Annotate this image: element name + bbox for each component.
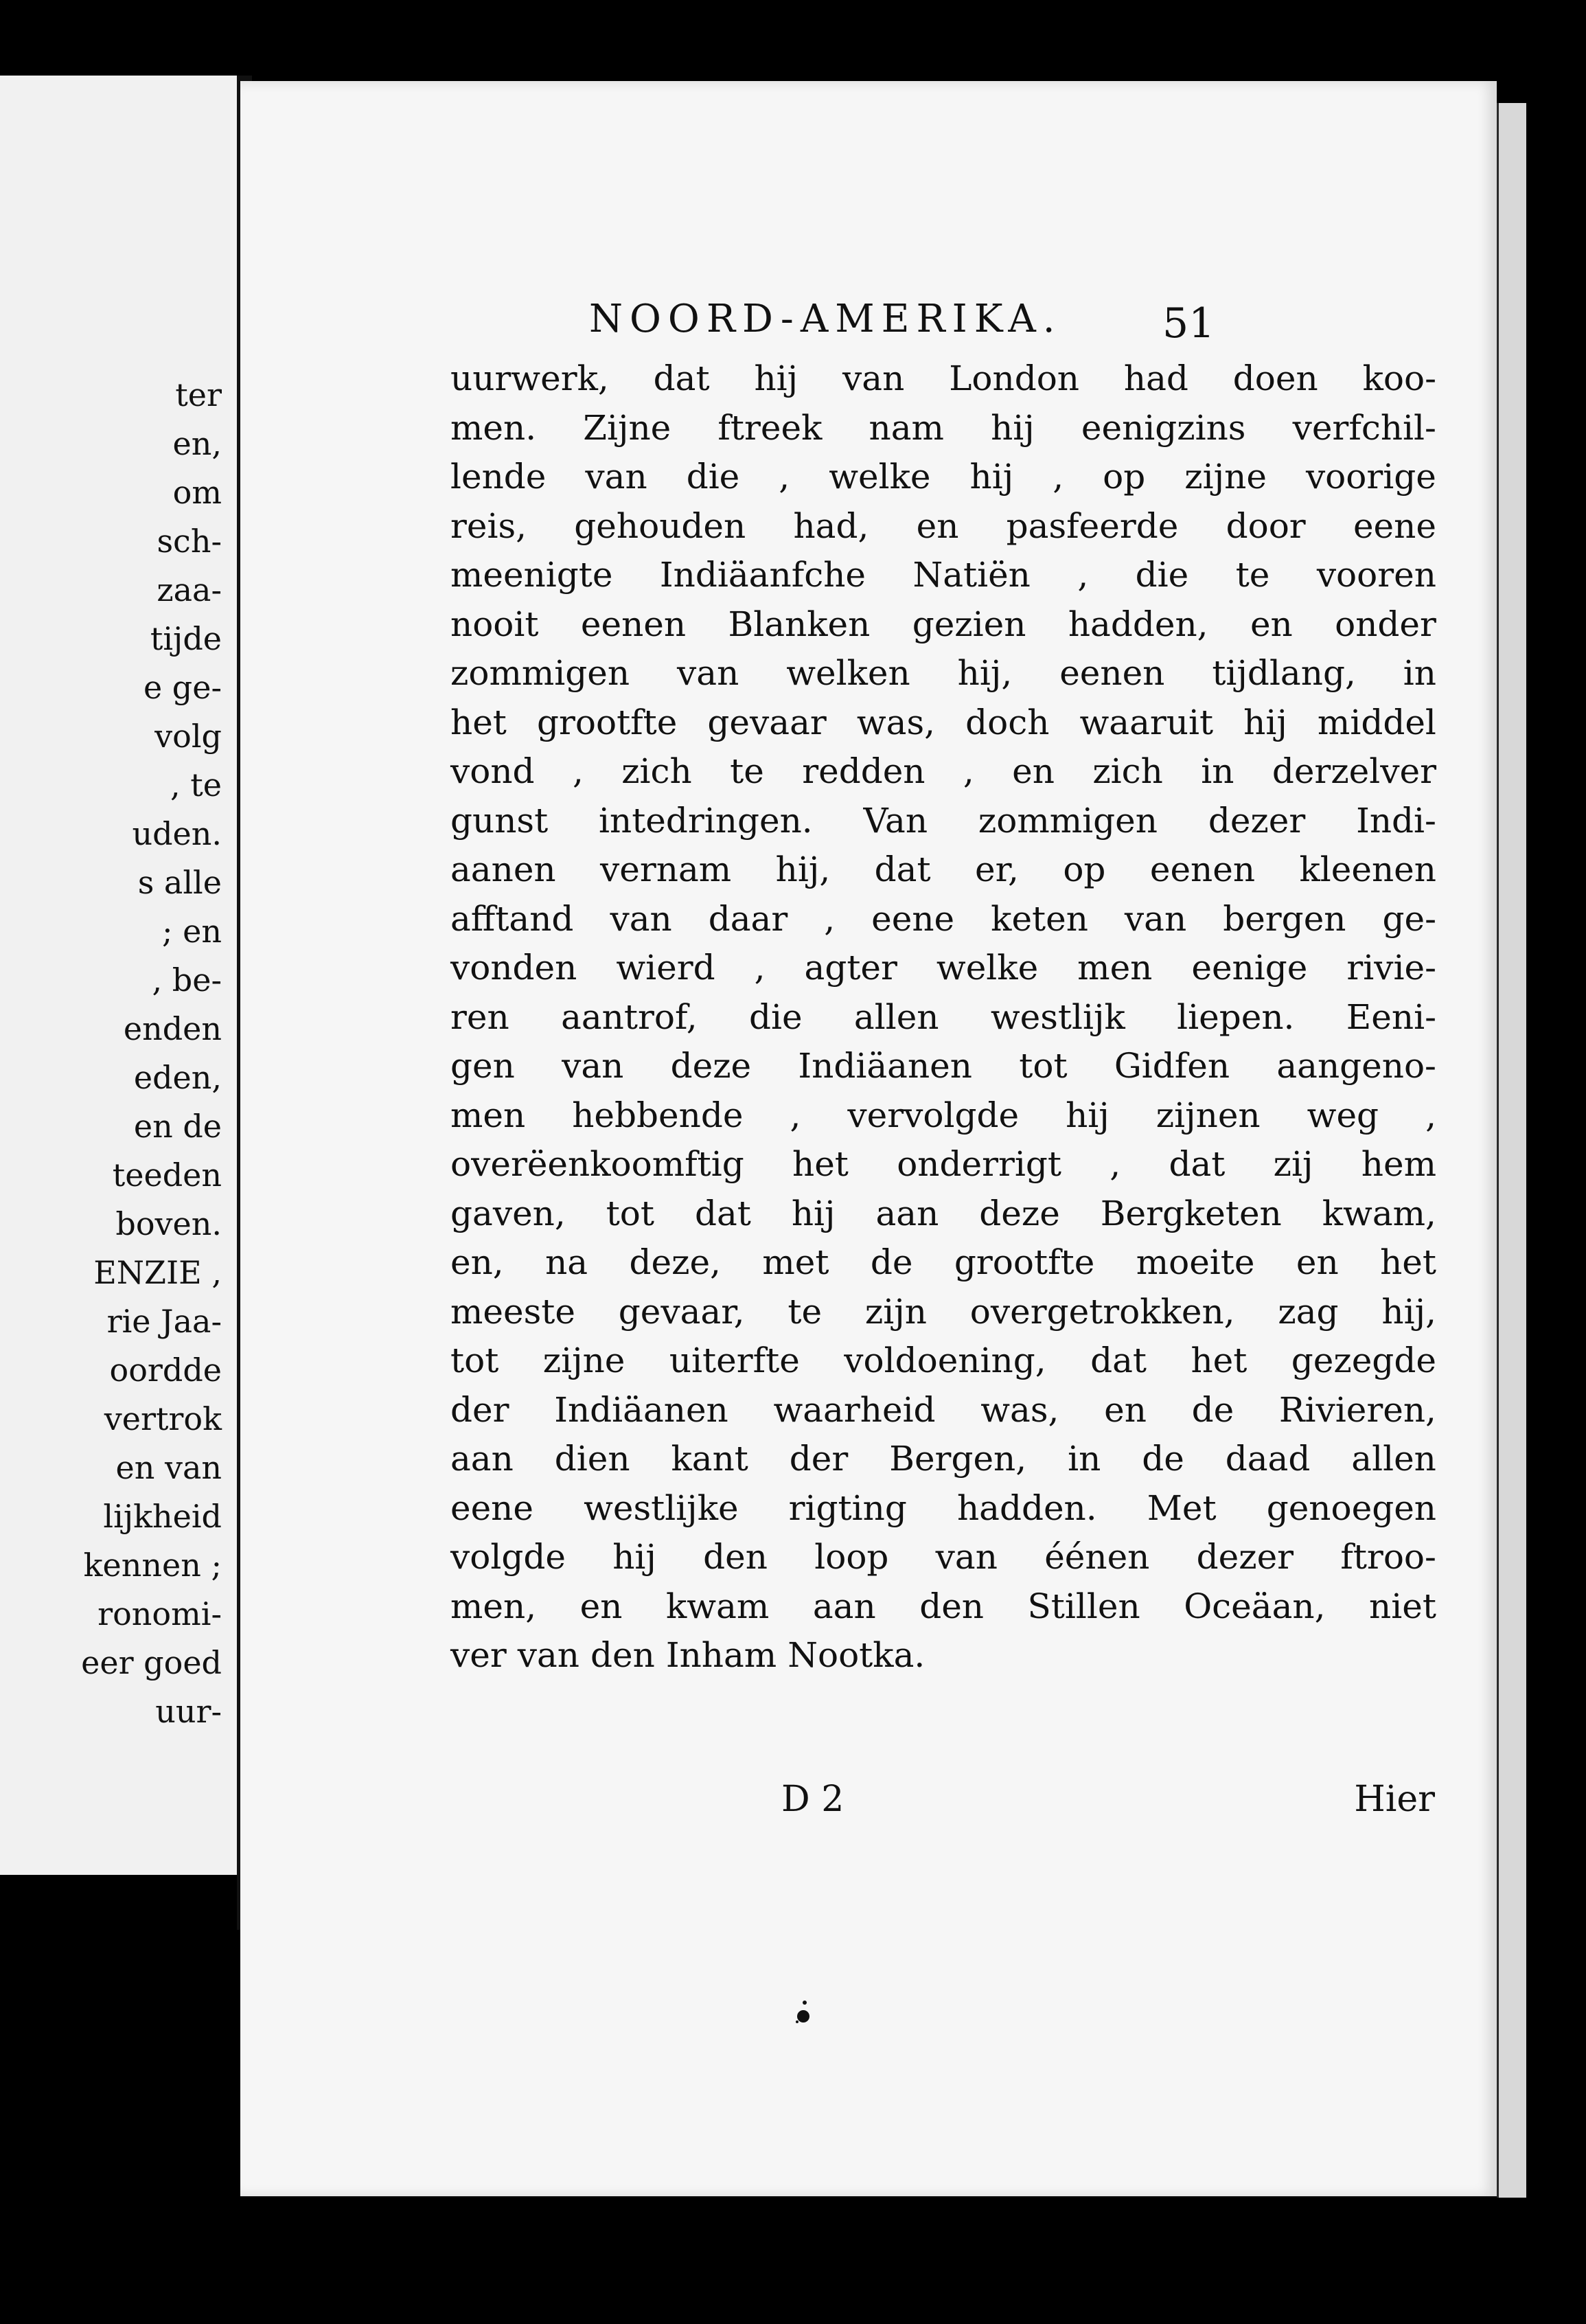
left-fragment-line: boven.	[115, 1205, 222, 1242]
left-fragment-line: om	[172, 474, 222, 511]
word: ,	[572, 751, 584, 791]
word: er,	[975, 850, 1019, 889]
page-edge	[1497, 103, 1526, 2198]
word: Eeni-	[1346, 996, 1436, 1037]
word: van	[1124, 898, 1187, 939]
word: te	[1235, 555, 1270, 595]
word: eenige	[1191, 948, 1308, 988]
word: op	[1103, 457, 1146, 497]
text-line	[450, 747, 1436, 797]
word: daar	[708, 898, 788, 939]
word: welke	[829, 457, 931, 497]
word: van	[677, 653, 739, 693]
word: ge-	[1382, 898, 1436, 939]
word: tijdlang,	[1212, 653, 1356, 693]
word: nam	[869, 407, 944, 448]
word: aan	[450, 1439, 514, 1479]
word: de	[1191, 1389, 1234, 1430]
word: hij	[791, 1193, 836, 1233]
word: voldoening,	[844, 1341, 1046, 1380]
word: Stillen	[1027, 1586, 1140, 1626]
word: koo-	[1362, 358, 1436, 398]
word: westlijke	[584, 1488, 739, 1528]
text-line	[450, 453, 1436, 502]
text-line	[450, 797, 1436, 846]
text-line	[450, 944, 1436, 993]
text-line	[450, 845, 1436, 895]
left-fragment-line: ENZIE ,	[93, 1254, 222, 1291]
text-line	[450, 1336, 1436, 1386]
word: liepen.	[1177, 996, 1295, 1037]
left-fragment-line: en de	[133, 1108, 222, 1145]
word: Zijne	[583, 407, 671, 448]
word: ,	[824, 898, 836, 939]
word: hij	[612, 1537, 656, 1577]
word: men	[1077, 948, 1153, 988]
word: der	[789, 1439, 849, 1479]
word: vond	[450, 751, 535, 791]
word: ,	[790, 1095, 801, 1135]
text-line	[450, 895, 1436, 944]
text-line	[450, 1631, 1436, 1681]
word: op	[1063, 850, 1106, 889]
left-fragment-line: uur-	[155, 1693, 222, 1730]
word: ,	[1077, 555, 1089, 595]
left-fragment-line: tijde	[150, 620, 222, 657]
word: zijne	[542, 1341, 625, 1380]
word: ,	[1110, 1144, 1121, 1184]
word: door	[1226, 505, 1306, 546]
word: en,	[450, 1242, 504, 1282]
word: den	[590, 1635, 655, 1675]
word: deze,	[629, 1242, 721, 1282]
left-fragment-line: e ge-	[143, 669, 222, 706]
word: en	[1250, 604, 1293, 644]
word: agter	[804, 948, 897, 988]
word: aan	[812, 1586, 876, 1626]
text-line	[450, 354, 1436, 404]
word: afftand	[450, 898, 574, 939]
signature-mark: D 2	[781, 1779, 844, 1820]
word: éénen	[1044, 1537, 1150, 1577]
word: aangeno-	[1276, 1046, 1436, 1086]
word: was,	[980, 1389, 1059, 1430]
word: had	[1123, 358, 1188, 398]
word: ren	[450, 996, 509, 1037]
word: uurwerk,	[450, 358, 609, 398]
word: gen	[450, 1046, 515, 1086]
word: verfchil-	[1292, 407, 1436, 448]
word: van	[610, 898, 672, 939]
word: waaruit	[1079, 702, 1214, 742]
left-fragment-line: ; en	[162, 913, 222, 950]
word: hij	[754, 358, 798, 398]
word: Oceäan,	[1184, 1586, 1326, 1626]
word: London	[949, 358, 1080, 398]
word: dat	[874, 850, 931, 889]
word: deze	[670, 1046, 752, 1086]
word: tot	[606, 1193, 654, 1233]
right-page	[240, 81, 1497, 2196]
word: gehouden	[574, 505, 746, 546]
word: ,	[1425, 1095, 1436, 1135]
word: en	[1012, 751, 1055, 791]
word: rivie-	[1346, 948, 1436, 988]
word: hij,	[775, 850, 831, 889]
word: derzelver	[1272, 751, 1436, 791]
word: doen	[1232, 358, 1318, 398]
word: dien	[554, 1439, 630, 1479]
left-fragment-line: oordde	[109, 1352, 222, 1389]
word: hij,	[957, 653, 1013, 693]
word: aanen	[450, 850, 556, 889]
word: zag	[1278, 1291, 1339, 1332]
left-fragment-line: s alle	[137, 864, 222, 901]
word: gunst	[450, 800, 549, 841]
word: vooren	[1316, 555, 1436, 595]
text-line	[450, 600, 1436, 650]
word: het	[792, 1144, 849, 1184]
word: was,	[856, 702, 936, 742]
word: dezer	[1196, 1537, 1294, 1577]
word: de	[870, 1242, 913, 1282]
word: hij	[1243, 702, 1287, 742]
text-line	[450, 502, 1436, 551]
word: allen	[853, 996, 939, 1037]
word: hij	[991, 407, 1035, 448]
left-fragment-line: zaa-	[157, 571, 222, 608]
word: van	[517, 1635, 580, 1675]
word: onder	[1335, 604, 1436, 644]
word: dezer	[1208, 800, 1306, 841]
word: Inham	[665, 1635, 777, 1675]
text-line	[450, 551, 1436, 600]
left-fragment-line: rie Jaa-	[106, 1303, 222, 1340]
word: Natiën	[912, 555, 1031, 595]
word: in	[1403, 653, 1436, 693]
word: die	[1135, 555, 1189, 595]
word: ,	[754, 948, 766, 988]
word: aantrof,	[561, 996, 698, 1037]
left-fragment-line: ter	[175, 376, 222, 413]
left-fragment-line: , be-	[152, 961, 222, 999]
word: vonden	[450, 948, 577, 988]
word: kwam,	[1322, 1193, 1436, 1233]
word: hij	[969, 457, 1014, 497]
word: zij	[1273, 1144, 1313, 1184]
word: en	[1296, 1242, 1339, 1282]
word: Van	[863, 800, 928, 841]
word: het	[450, 702, 507, 742]
word: die	[748, 996, 803, 1037]
text-line	[450, 1582, 1436, 1632]
word: van	[562, 1046, 624, 1086]
word: uiterfte	[669, 1341, 800, 1380]
text-line	[450, 1386, 1436, 1435]
word: nooit	[450, 604, 539, 644]
left-fragment-line: volg	[154, 718, 222, 755]
text-line	[450, 698, 1436, 748]
word: welke	[936, 948, 1039, 988]
word: te	[788, 1291, 823, 1332]
left-fragment-line: ronomi-	[97, 1595, 222, 1632]
word: redden	[802, 751, 926, 791]
word: keten	[991, 898, 1088, 939]
word: hij,	[1381, 1291, 1436, 1332]
word: moeite	[1136, 1242, 1255, 1282]
text-line	[450, 649, 1436, 698]
word: Bergketen	[1100, 1193, 1282, 1233]
word: had,	[793, 505, 869, 546]
word: Blanken	[728, 604, 871, 644]
word: Indiäanen	[554, 1389, 728, 1430]
word: hadden.	[956, 1488, 1097, 1528]
word: het	[1380, 1242, 1436, 1282]
word: zommigen	[978, 800, 1158, 841]
word: hebbende	[572, 1095, 744, 1135]
word: hij	[1066, 1095, 1110, 1135]
word: genoegen	[1266, 1488, 1436, 1528]
word: den	[919, 1586, 984, 1626]
word: doch	[965, 702, 1050, 742]
word: lende	[450, 457, 547, 497]
word: gevaar	[707, 702, 827, 742]
word: ver	[450, 1635, 507, 1675]
word: zich	[1092, 751, 1163, 791]
word: van	[935, 1537, 998, 1577]
word: meeste	[450, 1291, 575, 1332]
running-title: NOORD-AMERIKA.	[589, 297, 1062, 341]
word: gevaar,	[618, 1291, 745, 1332]
running-head	[240, 287, 1497, 348]
left-fragment-line: teeden	[112, 1157, 222, 1194]
word: gaven,	[450, 1193, 566, 1233]
word: eene	[1353, 505, 1436, 546]
ink-blot-icon	[795, 1998, 812, 2026]
word: meenigte	[450, 555, 613, 595]
word: reis,	[450, 505, 527, 546]
left-fragment-line: eden,	[133, 1059, 222, 1096]
word: van	[585, 457, 647, 497]
text-line	[450, 993, 1436, 1043]
left-fragment-line: sch-	[157, 523, 222, 560]
word: men.	[450, 407, 537, 448]
left-fragment-line: uden.	[132, 815, 222, 852]
word: gezegde	[1291, 1341, 1436, 1380]
word: ,	[1053, 457, 1064, 497]
word: en	[916, 505, 959, 546]
word: Bergen,	[889, 1439, 1027, 1479]
word: daad	[1225, 1439, 1311, 1479]
word: Indi-	[1356, 800, 1436, 841]
body-text	[450, 354, 1436, 1681]
word: hadden,	[1068, 604, 1208, 644]
word: weg	[1307, 1095, 1379, 1135]
word: Indiäanfche	[659, 555, 866, 595]
text-line	[450, 1533, 1436, 1582]
word: kleenen	[1299, 850, 1436, 889]
word: grootfte	[536, 702, 678, 742]
word: Gidfen	[1114, 1046, 1230, 1086]
left-page-fragment	[0, 76, 249, 1875]
word: eene	[871, 898, 955, 939]
word: hem	[1361, 1144, 1436, 1184]
text-line	[450, 1140, 1436, 1189]
text-line	[450, 1189, 1436, 1239]
word: der	[450, 1389, 509, 1430]
left-fragment-line: en,	[172, 425, 222, 462]
word: Indiäanen	[798, 1046, 972, 1086]
word: Nootka.	[788, 1635, 926, 1675]
word: zijn	[864, 1291, 927, 1332]
word: Rivieren,	[1278, 1389, 1436, 1430]
word: deze	[979, 1193, 1060, 1233]
word: ,	[779, 457, 790, 497]
word: overgetrokken,	[969, 1291, 1235, 1332]
word: waarheid	[773, 1389, 936, 1430]
word: zich	[621, 751, 692, 791]
word: den	[703, 1537, 768, 1577]
word: de	[1142, 1439, 1184, 1479]
word: intedringen.	[599, 800, 813, 841]
word: vernam	[600, 850, 732, 889]
text-line	[450, 1435, 1436, 1484]
word: gezien	[912, 604, 1026, 644]
left-fragment-line: , te	[170, 766, 222, 804]
left-fragment-line: kennen ;	[83, 1547, 222, 1584]
word: men,	[450, 1586, 537, 1626]
word: van	[842, 358, 905, 398]
text-line	[450, 1091, 1436, 1141]
word: tot	[1019, 1046, 1068, 1086]
catchword: Hier	[1354, 1779, 1435, 1820]
word: kant	[671, 1439, 748, 1479]
word: eenen	[580, 604, 687, 644]
word: dat	[653, 358, 710, 398]
word: niet	[1369, 1586, 1436, 1626]
text-line	[450, 1484, 1436, 1534]
left-fragment-line: vertrok	[104, 1400, 222, 1437]
word: eene	[450, 1488, 533, 1528]
word: eenen	[1149, 850, 1256, 889]
word: dat	[1090, 1341, 1147, 1380]
text-line	[450, 1042, 1436, 1091]
word: tot	[450, 1341, 499, 1380]
word: ftreek	[717, 407, 823, 448]
word: na	[545, 1242, 588, 1282]
word: te	[730, 751, 764, 791]
word: westlijk	[990, 996, 1125, 1037]
word: eenigzins	[1081, 407, 1246, 448]
word: loop	[814, 1537, 889, 1577]
word: dat	[1169, 1144, 1226, 1184]
left-fragment-line: en van	[115, 1449, 222, 1486]
word: rigting	[788, 1488, 907, 1528]
word: vervolgde	[847, 1095, 1020, 1135]
word: pasfeerde	[1006, 505, 1179, 546]
word: ,	[963, 751, 974, 791]
word: zommigen	[450, 653, 630, 693]
word: zijnen	[1156, 1095, 1261, 1135]
word: middel	[1317, 702, 1436, 742]
word: zijne	[1184, 457, 1267, 497]
word: onderrigt	[897, 1144, 1061, 1184]
word: bergen	[1223, 898, 1346, 939]
word: en	[579, 1586, 623, 1626]
word: in	[1201, 751, 1234, 791]
word: ftroo-	[1340, 1537, 1436, 1577]
word: welken	[786, 653, 910, 693]
word: in	[1068, 1439, 1101, 1479]
word: met	[762, 1242, 829, 1282]
word: aan	[875, 1193, 939, 1233]
word: men	[450, 1095, 526, 1135]
word: dat	[694, 1193, 751, 1233]
word: die	[686, 457, 740, 497]
text-line	[450, 1288, 1436, 1337]
text-line	[450, 1238, 1436, 1288]
word: wierd	[616, 948, 715, 988]
word: Met	[1147, 1488, 1217, 1528]
left-fragment-line: enden	[123, 1010, 222, 1047]
text-line	[450, 404, 1436, 453]
word: allen	[1351, 1439, 1436, 1479]
word: kwam	[665, 1586, 770, 1626]
word: grootfte	[954, 1242, 1095, 1282]
word: overëenkoomftig	[450, 1144, 744, 1184]
left-fragment-line: lijkheid	[103, 1498, 222, 1535]
page-number: 51	[1162, 299, 1215, 348]
word: eenen	[1059, 653, 1165, 693]
word: het	[1191, 1341, 1248, 1380]
word: volgde	[450, 1537, 566, 1577]
page-footer	[446, 1779, 1435, 1827]
left-fragment-line: eer goed	[81, 1644, 222, 1681]
word: voorige	[1305, 457, 1436, 497]
word: en	[1104, 1389, 1147, 1430]
